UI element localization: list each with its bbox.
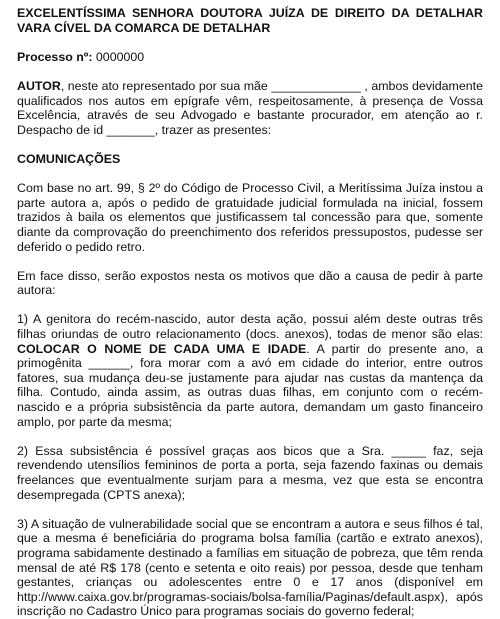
spacer	[17, 64, 483, 79]
spacer	[17, 137, 483, 152]
addressee-heading: EXCELENTÍSSIMA SENHORA DOUTORA JUÍZA DE DIREITO DA DETALHAR VARA CÍVEL DA COMARCA DE DETALHAR	[17, 6, 483, 35]
spacer	[17, 35, 483, 50]
process-line	[17, 50, 483, 65]
process-label: Processo nº:	[17, 49, 93, 64]
autor-label: AUTOR	[17, 78, 61, 93]
spacer	[17, 167, 483, 182]
paragraph-5: 3) A situação de vulnerabilidade social que se encontram a autora e seus filhos é tal, que a mesma é beneficiária do programa bolsa família (cartão e extrato anexos), programa sabidamente destinado a famílias em situação de pobreza, que têm renda mensal de até R$ 178 (cento e setenta e oito reais) por pessoa, desde que tenham gestantes, crianças ou adolescentes entre 0 e 17 anos (disponível em http://www.caixa.gov.br/programas-sociais/bolsa-família/Paginas/default.aspx), após inscrição no Cadastro Único para programas sociais do governo federal;	[17, 516, 483, 619]
section-title: COMUNICAÇÕES	[17, 151, 121, 166]
process-number: 0000000	[95, 49, 145, 64]
spacer	[17, 502, 483, 517]
paragraph-3-part-a: 1) A genitora do recém-nascido, autor desta ação, possui além deste outras três filhas oriundas de outro relacionamento (docs. anexos), todas de menor são elas:	[17, 312, 483, 342]
intro-paragraph	[17, 79, 483, 137]
paragraph-1: Com base no art. 99, § 2º do Código de Processo Civil, a Meritíssima Juíza instou a parte autora a, após o pedido de gratuidade judicial formulada na inicial, fossem trazidos à baila os elementos que justificassem tal concessão para que, somente diante da comprovação do preenchimento dos referidos pressupostos, pudesse ser deferido o pedido retro.	[17, 181, 483, 254]
intro-text: , neste ato representado por sua mãe _____________ , ambos devidamente qualificados nos autos em epígrafe vêm, respeitosamente, à presença de Vossa Excelência, através de seu Advogado e bastante procurador, em atenção ao r. Despacho de id _______, trazer as presentes:	[17, 78, 483, 137]
children-names-placeholder: COLOCAR O NOME DE CADA UMA E IDADE	[17, 341, 307, 356]
paragraph-4: 2) Essa subsistência é possível graças aos bicos que a Sra. _____ faz, seja revendendo utensílios femininos de porta a porta, seja fazendo faxinas ou demais freelances que eventualmente surjam para a mesma, vez que esta se encontra desempregada (CPTS anexa);	[17, 443, 483, 502]
spacer	[17, 298, 483, 313]
spacer	[17, 429, 483, 444]
paragraph-3-part-b: . A partir do presente ano, a primogênita ______, fora morar com a avó em cidade do interior, entre outros fatores, sua mudança deu-se justamente para ajudar nas custas da mantença da filha. Contudo, ainda assim, as outras duas filhas, em conjunto com o recém-nascido e a própria subsistência da parte autora, demandam um gasto financeiro amplo, por parte da mesma;	[17, 341, 484, 429]
paragraph-2: Em face disso, serão expostos nesta os motivos que dão a causa de pedir à parte autora:	[17, 268, 483, 298]
spacer	[17, 254, 483, 269]
paragraph-3	[17, 312, 483, 429]
